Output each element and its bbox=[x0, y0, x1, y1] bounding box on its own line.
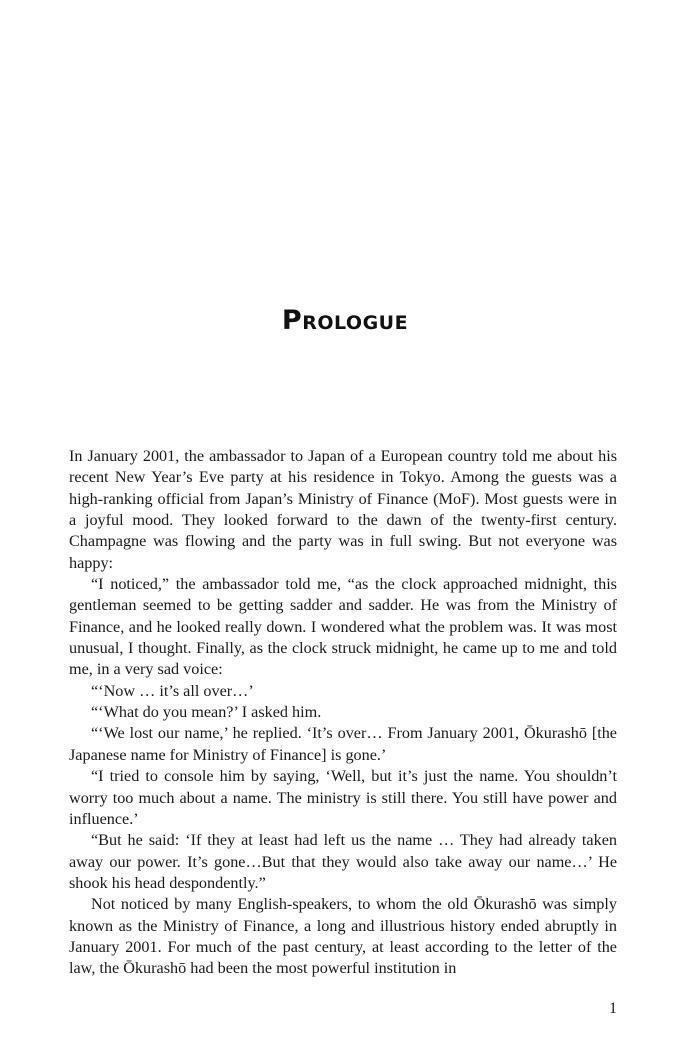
paragraph-3: “‘Now … it’s all over…’ bbox=[91, 681, 254, 700]
paragraph-2: “I noticed,” the ambassador told me, “as the clock approached midnight, this gentleman seemed to be getting sadder and sadder. He was from the Ministry of Finance, and he looked really down. I wondered what the problem was. It was most unusual, I thought. Finally, as the clock struck midnight, he came up to me and told me, in a very sad voice: bbox=[69, 575, 617, 679]
paragraph-1: In January 2001, the ambassador to Japan of a European country told me about his recent New Year’s Eve party at his residence in Tokyo. Among the guests was a high-ranking official from Japan’s Ministry of Finance (MoF). Most guests were in a joyful mood. They looked forward to the dawn of the twenty-first century. Champagne was flowing and the party was in full swing. But not everyone was happy: bbox=[69, 447, 617, 572]
paragraph-5: “‘We lost our name,’ he replied. ‘It’s over… From January 2001, Ōkurashō [the Japanese name for Ministry of Finance] is gone.’ bbox=[69, 724, 617, 764]
chapter-title: Prologue bbox=[281, 305, 409, 336]
paragraph-8: Not noticed by many English-speakers, to whom the old Ōkurashō was simply known as the Ministry of Finance, a long and illustrious history ended abruptly in January 2001. For much of the past century, at least according to the letter of the law, the Ōkurashō had been the most powerful institution in bbox=[69, 895, 617, 978]
page-number: 1 bbox=[609, 1000, 617, 1017]
paragraph-6: “I tried to console him by saying, ‘Well, but it’s just the name. You shouldn’t worry too much about a name. The ministry is still there. You still have power and influence.’ bbox=[69, 767, 617, 828]
body-text bbox=[69, 446, 617, 980]
paragraph-4: “‘What do you mean?’ I asked him. bbox=[91, 703, 322, 722]
paragraph-7: “But he said: ‘If they at least had left us the name … They had already taken away our power. It’s gone…But that they would also take away our name…’ He shook his head despondently.” bbox=[69, 831, 617, 892]
